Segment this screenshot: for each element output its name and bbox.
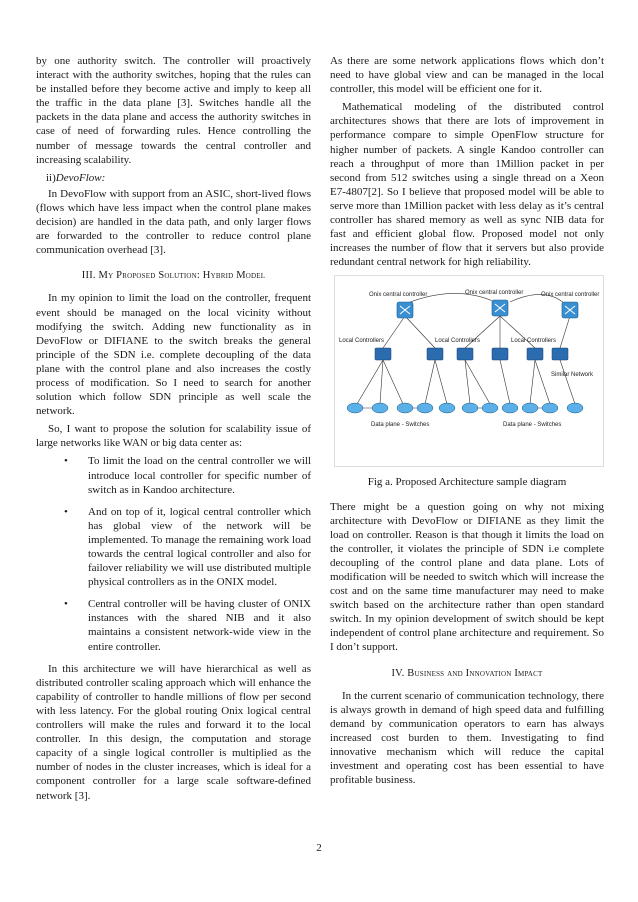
subsection-label: DevoFlow: <box>55 171 106 184</box>
switch-icon <box>439 403 455 413</box>
figure-caption: Fig a. Proposed Architecture sample diagram <box>367 476 567 489</box>
bullet-icon: • <box>64 505 68 518</box>
section-heading <box>36 269 311 283</box>
onix-controller-icon <box>562 302 578 318</box>
paragraph: In my opinion to limit the load on the controller, frequent event should be managed on the local vicinity without modifying the switch. Adding new functionality as in DevoFlow or DIFIANE to the switch breaks the general principle of the SDN i.e. complete decoupling of the data plane with the control plane and also increases the costly process of modification. So I need to search for another solution which follow SDN principle as well scale the network. <box>36 292 311 418</box>
paragraph: There might be a question going on why not mixing architecture with DevoFlow or DIFIANE as they limit the load on controller. Reason is that though it limits the load on the controller, it violates the principle of SDN i.e complete decoupling of the control plane and data plane. Lots of modification will be needed to switch which will increase the cost and on the same time manufacturer may need to make switch based on the architecture rather than open standard switch. In my opinion development of switch should be kept independent of control plane architecture and requirement. So I don’t support. <box>330 500 604 654</box>
diagram-label: Onix central controller <box>369 292 428 299</box>
list-item-text: To limit the load on the central controller we will introduce local controller for specific number of switch as in Kandoo architecture. <box>88 455 311 496</box>
architecture-diagram-svg <box>335 276 603 466</box>
switch-icon <box>522 403 538 413</box>
paragraph: In DevoFlow with support from an ASIC, short-lived flows (flows which have less impact when the control plane makes decision) are handled in the data path, and only larger flows are forwarded to the controller to reduce control plane communication overhead [3]. <box>36 187 311 257</box>
diagram-label: Local Controllers <box>339 338 385 345</box>
list-item <box>64 454 311 496</box>
right-column <box>330 54 604 791</box>
list-item-text: And on top of it, logical central controller which has global view of the network will be implemented. To manage the remaining work load towards the central logical controller and also for failover reliability we will use distributed multiple physical controllers as in the ONIX model. <box>88 505 311 589</box>
section-heading <box>330 667 604 681</box>
local-controller-icon <box>375 348 391 360</box>
list-item <box>64 597 311 653</box>
switch-icon <box>567 403 583 413</box>
local-controller-icon <box>457 348 473 360</box>
switch-icon <box>347 403 363 413</box>
switch-icon <box>502 403 518 413</box>
list-item <box>64 505 311 590</box>
subsection-number: ii) <box>46 171 56 184</box>
onix-controller-icon <box>397 302 413 318</box>
diagram-label: Data plane - Switches <box>371 422 430 429</box>
switch-icon <box>542 403 558 413</box>
local-controller-icon <box>427 348 443 360</box>
diagram-label: Onix central controller <box>465 290 524 297</box>
switch-icon <box>372 403 388 413</box>
diagram-label: Similar Network <box>551 372 594 379</box>
switch-icons <box>347 403 583 413</box>
paragraph: So, I want to propose the solution for scalability issue of large networks like WAN or big data center as: <box>36 423 311 450</box>
section-number: IV. <box>391 667 405 679</box>
paragraph: In the current scenario of communication technology, there is always growth in demand of high speed data and fulfilling demand by communication operators to earn has always increased cost burden to them. Investigating to find innovative mechanism which will reduce the capital investment and operating cost has been essential to have profitable business. <box>330 689 604 787</box>
local-controller-icon <box>552 348 568 360</box>
section-number: III. <box>81 270 96 282</box>
local-controller-icons <box>375 348 568 360</box>
paragraph: Mathematical modeling of the distributed control architectures shows that there are lots of improvement in performance compare to simple OpenFlow structure for higher number of packets. A single Kandoo controller can reach a throughput of more than 1Million packet in per second from 512 switches using a single thread on a Xeon E7-4807[2]. So I believe that proposed model will be able to serve more than 1Million packet with less delay as it’s central controller has shared memory as well as sync NIB data for fast and efficient global flow. Proposed model not only increases the number of flow that it servers but also provide redundant central network for high reliability. <box>330 101 604 269</box>
switch-icon <box>482 403 498 413</box>
bullet-list <box>36 454 311 653</box>
architecture-diagram <box>334 275 604 467</box>
bullet-icon: • <box>64 455 68 468</box>
page-number: 2 <box>316 842 322 854</box>
bullet-icon: • <box>64 598 68 611</box>
diagram-label: Local Controllers <box>435 338 481 345</box>
section-title: Business and Innovation Impact <box>407 667 543 679</box>
local-controller-icon <box>492 348 508 360</box>
switch-icon <box>417 403 433 413</box>
paragraph: As there are some network applications flows which don’t need to have global view and can be managed in the local controller, this model will be efficient one for it. <box>330 55 604 96</box>
switch-icon <box>462 403 478 413</box>
list-item-text: Central controller will be having cluster of ONIX instances with the shared NIB and it also maintains a consistent network-wide view in the entire controller. <box>88 598 311 653</box>
subsection-title <box>36 171 311 185</box>
diagram-label: Local Controllers <box>511 338 557 345</box>
local-controller-icon <box>527 348 543 360</box>
left-column <box>36 54 311 807</box>
onix-controller-icon <box>492 300 508 316</box>
paragraph: by one authority switch. The controller will proactively interact with the authority switches, hoping that the rules can be installed before they become active and imply to keep all the traffic in the data plane [3]. Switches handle all the packets in the data plane and access the authority switches in case of need of forwarding rules. Hence controlling the number of message towards the central controller and increasing scalability. <box>36 55 311 166</box>
switch-icon <box>397 403 413 413</box>
paragraph: In this architecture we will have hierarchical as well as distributed controller scaling approach which will enhance the capability of controller to handle millions of flow per second with less latency. For the global routing Onix logical central controllers will make the rules and forward it to the local controller. In this design, the computation and storage capacity of a single logical controller is multiplied as the number of nodes in the cluster increases, which is ideal for a component controller for a large scale software-defined network [3]. <box>36 662 311 802</box>
diagram-label: Onix central controller <box>541 292 600 299</box>
diagram-label: Data plane - Switches <box>503 422 562 429</box>
section-title: My Proposed Solution: Hybrid Model <box>98 270 266 282</box>
